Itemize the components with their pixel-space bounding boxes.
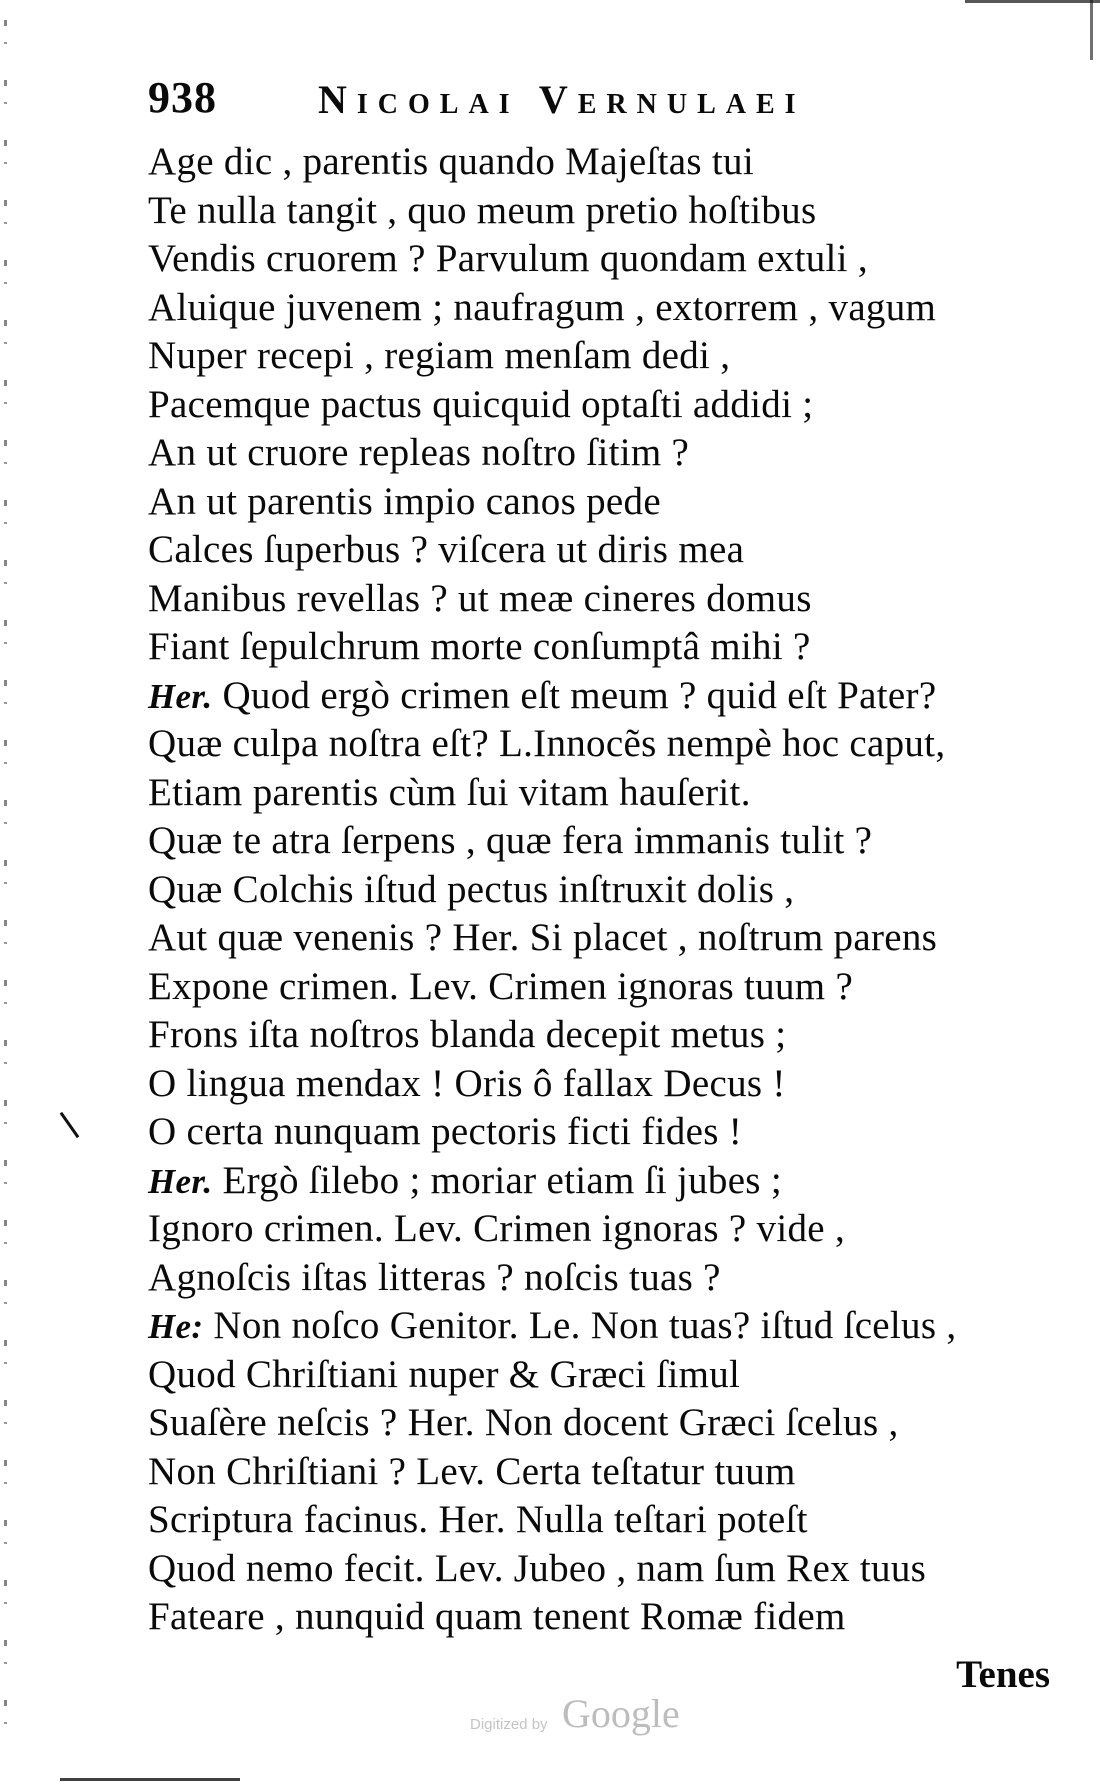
- verse-text: Age dic , parentis quando Majeſtas tui: [148, 140, 754, 183]
- verse-line: [148, 1545, 1068, 1594]
- verse-text: Quod nemo fecit. Lev. Jubeo , nam ſum Rex tuus: [148, 1546, 927, 1590]
- verse-line: [148, 1399, 1068, 1448]
- verse-line: [148, 478, 1068, 527]
- verse-text: Frons iſta noſtros blanda decepit metus ;: [148, 1013, 787, 1056]
- verse-text: Quod ergò crimen eſt meum ? quid eſt Pater?: [212, 673, 937, 717]
- page-edge-right: [1090, 0, 1093, 60]
- verse-line: [148, 332, 1068, 381]
- gutter-edge: [4, 20, 7, 1760]
- page-number: 938: [148, 73, 217, 122]
- verse-text: Agnoſcis iſtas litteras ? noſcis tuas ?: [148, 1255, 721, 1299]
- verse-line: [148, 769, 1068, 818]
- verse-line: [148, 1302, 1068, 1351]
- verse-text: Etiam parentis cùm ſui vitam hauſerit.: [148, 770, 751, 814]
- page-header: [148, 72, 1048, 128]
- verse-text: O lingua mendax ! Oris ô fallax Decus !: [148, 1061, 786, 1105]
- verse-line: [148, 672, 1068, 721]
- page-edge-rule-top: [965, 0, 1100, 3]
- verse-line: [148, 914, 1068, 963]
- verse-line: [148, 1254, 1068, 1303]
- verse-line: [148, 1593, 1068, 1642]
- verse-line: [148, 381, 1068, 430]
- verse-text: Scriptura facinus. Her. Nulla teſtari poteſt: [148, 1498, 808, 1541]
- verse-line: [148, 187, 1068, 236]
- verse-line: [148, 284, 1068, 333]
- verse-line: [148, 817, 1068, 866]
- verse-text: Aluique juvenem ; naufragum , extorrem , vagum: [148, 285, 937, 329]
- verse-text: Quæ culpa noſtra eſt? L.Innocẽs nempè hoc caput,: [148, 722, 946, 765]
- verse-text: Pacemque pactus quicquid optaſti addidi ;: [148, 382, 814, 426]
- digitized-watermark: [470, 1690, 710, 1750]
- verse-text: Non noſco Genitor. Le. Non tuas? iſtud ſcelus ,: [203, 1304, 957, 1347]
- verse-line: [148, 575, 1068, 624]
- verse-text: Manibus revellas ? ut meæ cineres domus: [148, 576, 812, 620]
- verse-text: Calces ſuperbus ? viſcera ut diris mea: [148, 528, 745, 571]
- verse-text: Ergò ſilebo ; moriar etiam ſi jubes ;: [212, 1158, 782, 1202]
- verse-text: Suaſère neſcis ? Her. Non docent Græci ſcelus ,: [148, 1401, 899, 1444]
- stray-ink-mark: [60, 1112, 80, 1138]
- verse-line: [148, 1011, 1068, 1060]
- verse-line: [148, 720, 1068, 769]
- verse-text: Quæ te atra ſerpens , quæ fera immanis tulit ?: [148, 819, 873, 862]
- verse-text: Te nulla tangit , quo meum pretio hoſtibus: [148, 188, 817, 232]
- speaker-label: He:: [148, 1307, 204, 1346]
- verse-text: Fiant ſepulchrum morte conſumptâ mihi ?: [148, 625, 811, 668]
- speaker-label: Her.: [148, 676, 213, 716]
- verse-text: O certa nunquam pectoris ficti fides !: [148, 1110, 743, 1153]
- verse-block: [148, 138, 1068, 1642]
- verse-line: [148, 963, 1068, 1012]
- verse-text: Quæ Colchis iſtud pectus inſtruxit dolis ,: [148, 867, 795, 911]
- verse-line: [148, 429, 1068, 478]
- verse-line: [148, 1448, 1068, 1497]
- watermark-brand: Google: [562, 1691, 680, 1736]
- speaker-label: Her.: [148, 1161, 213, 1201]
- page-edge-rule-bottom: [60, 1778, 240, 1781]
- verse-text: Expone crimen. Lev. Crimen ignoras tuum ?: [148, 964, 854, 1008]
- verse-line: [148, 1205, 1068, 1254]
- verse-line: [148, 623, 1068, 672]
- verse-text: Ignoro crimen. Lev. Crimen ignoras ? vide ,: [148, 1207, 845, 1250]
- verse-line: [148, 235, 1068, 284]
- watermark-prefix: Digitized by: [470, 1716, 548, 1733]
- verse-line: [148, 1060, 1068, 1109]
- verse-text: Vendis cruorem ? Parvulum quondam extuli ,: [148, 237, 868, 280]
- verse-line: [148, 1157, 1068, 1206]
- verse-text: Quod Chriſtiani nuper & Græci ſimul: [148, 1352, 741, 1396]
- verse-text: An ut parentis impio canos pede: [148, 479, 661, 523]
- running-head: Nicolai Vernulaei: [318, 77, 806, 122]
- verse-text: An ut cruore repleas noſtro ſitim ?: [148, 431, 690, 474]
- verse-text: Aut quæ venenis ? Her. Si placet , noſtrum parens: [148, 916, 938, 959]
- verse-line: [148, 1496, 1068, 1545]
- verse-line: [148, 1108, 1068, 1157]
- verse-text: Nuper recepi , regiam menſam dedi ,: [148, 334, 731, 377]
- verse-line: [148, 866, 1068, 915]
- verse-text: Non Chriſtiani ? Lev. Certa teſtatur tuum: [148, 1449, 796, 1493]
- verse-line: [148, 138, 1068, 187]
- verse-text: Fateare , nunquid quam tenent Romæ fidem: [148, 1595, 846, 1638]
- verse-line: [148, 526, 1068, 575]
- verse-line: [148, 1351, 1068, 1400]
- catchword: Tenes: [956, 1653, 1050, 1696]
